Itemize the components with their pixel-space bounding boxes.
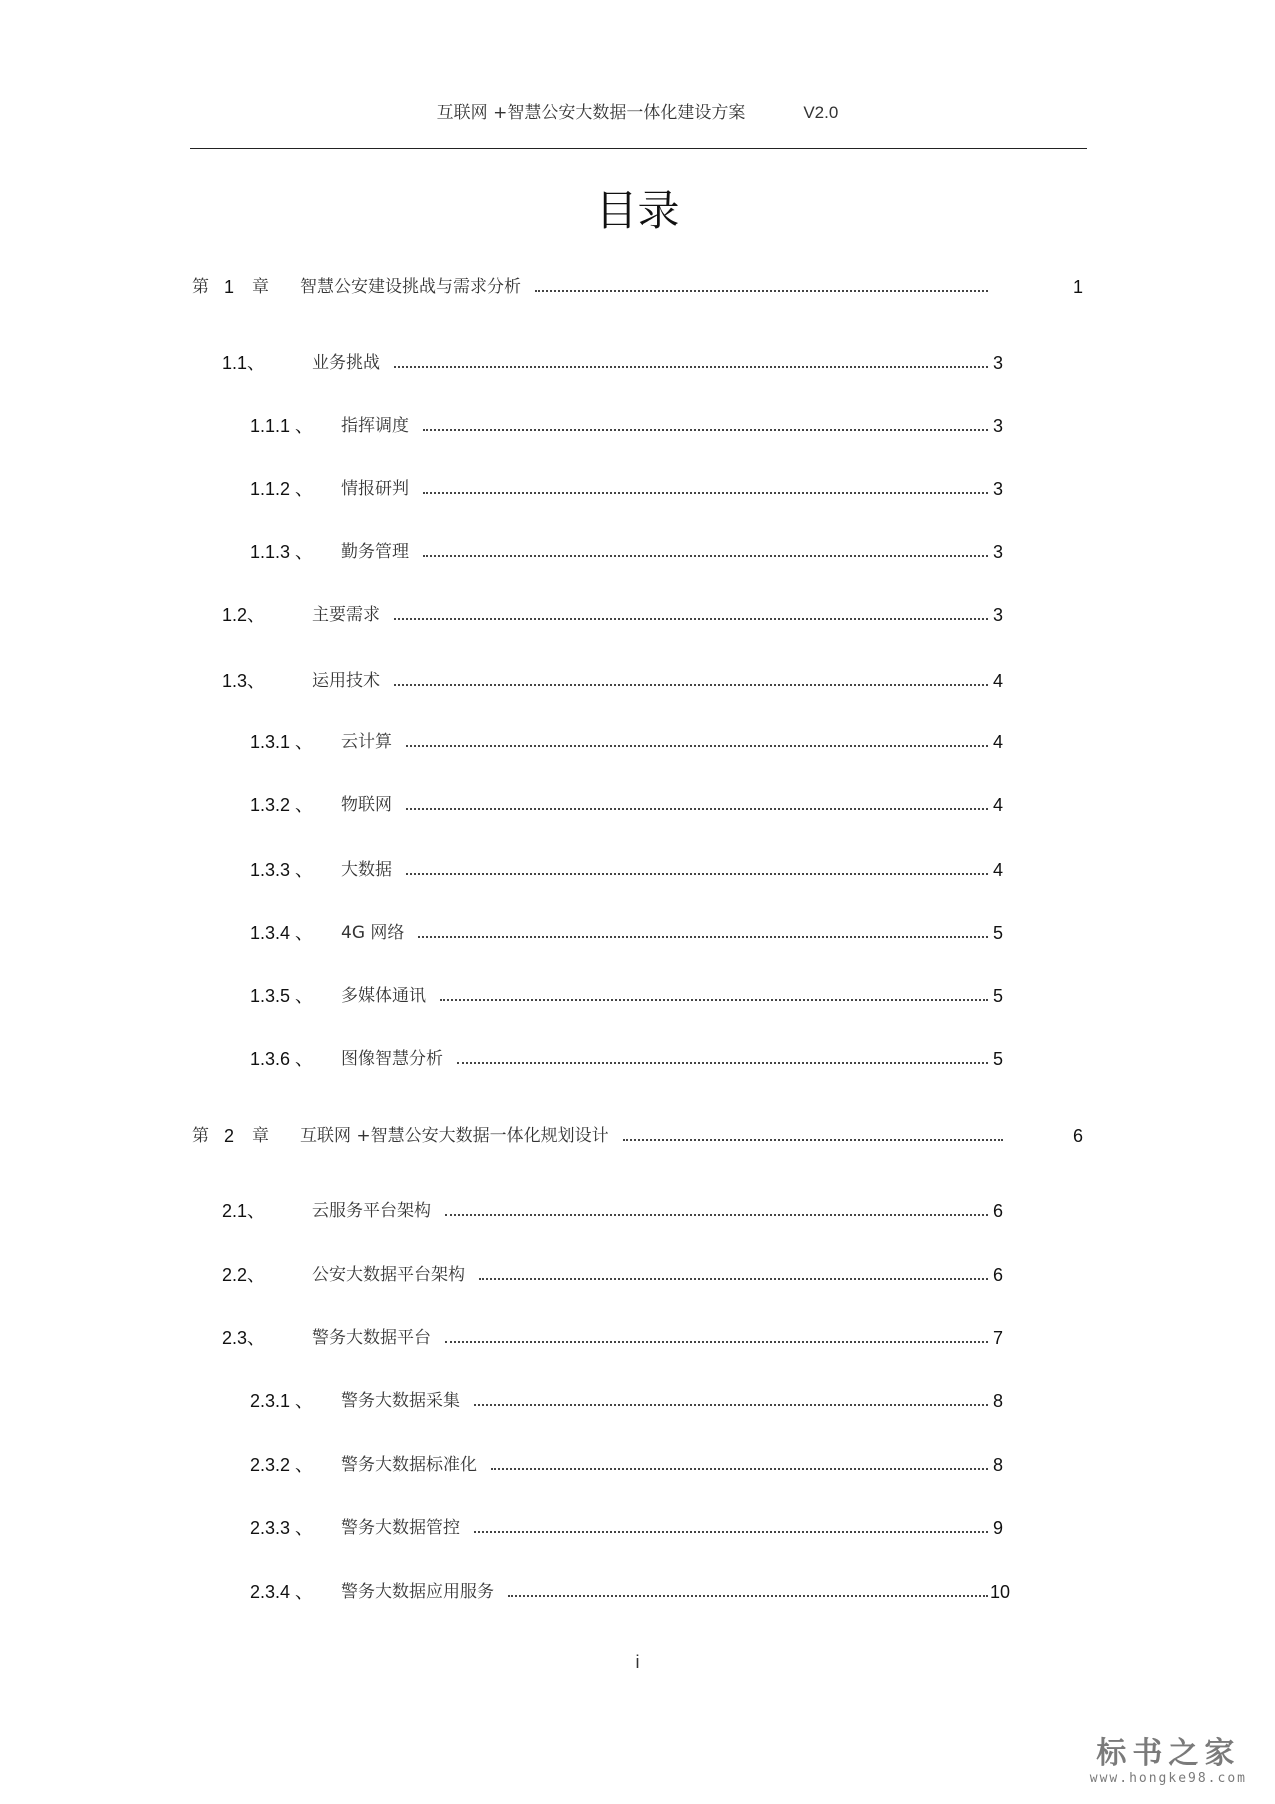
- chapter-number: 2: [224, 1126, 235, 1146]
- subsection-number: 1.3.3 、: [250, 860, 314, 880]
- entry-label: 物联网: [341, 795, 392, 815]
- section-number: 1.3、: [222, 671, 266, 691]
- chapter-prefix: 第: [192, 1126, 209, 1146]
- toc-entry[interactable]: [0, 1515, 1275, 1541]
- entry-page: 4: [993, 671, 1004, 691]
- toc-entry[interactable]: [0, 1579, 1275, 1605]
- subsection-number: 1.3.5 、: [250, 986, 314, 1006]
- subsection-number: 1.3.4 、: [250, 923, 314, 943]
- entry-label: 警务大数据应用服务: [341, 1582, 494, 1602]
- toc-entry[interactable]: [0, 1123, 1275, 1149]
- entry-label: 警务大数据采集: [341, 1391, 460, 1411]
- dot-leader: [479, 1278, 988, 1280]
- entry-page: 6: [993, 1201, 1004, 1221]
- entry-label: 业务挑战: [312, 353, 380, 373]
- dot-leader: [423, 429, 988, 431]
- entry-label: 多媒体通讯: [341, 986, 426, 1006]
- subsection-number: 2.3.4 、: [250, 1582, 314, 1602]
- entry-page: 8: [993, 1391, 1004, 1411]
- header-rule: [190, 148, 1087, 149]
- entry-page: 1: [1073, 277, 1084, 297]
- entry-page: 5: [993, 923, 1004, 943]
- chapter-suffix: 章: [252, 1126, 269, 1146]
- entry-label: 情报研判: [341, 479, 409, 499]
- subsection-number: 2.3.3 、: [250, 1518, 314, 1538]
- dot-leader: [440, 999, 988, 1001]
- toc-title: 目录: [595, 186, 680, 235]
- watermark-brand: 标书之家: [1096, 1736, 1241, 1771]
- section-number: 2.2、: [222, 1265, 266, 1285]
- subsection-number: 2.3.2 、: [250, 1455, 314, 1475]
- entry-label: 主要需求: [312, 605, 380, 625]
- subsection-number: 1.1.3 、: [250, 542, 314, 562]
- entry-page: 4: [993, 732, 1004, 752]
- dot-leader: [423, 492, 988, 494]
- dot-leader: [406, 745, 988, 747]
- toc-entry[interactable]: [0, 274, 1275, 300]
- entry-page: 3: [993, 416, 1004, 436]
- toc-entry[interactable]: [0, 668, 1275, 694]
- entry-label: 大数据: [341, 860, 392, 880]
- dot-leader: [406, 873, 988, 875]
- dot-leader: [535, 290, 988, 292]
- subsection-number: 2.3.1 、: [250, 1391, 314, 1411]
- entry-label: 警务大数据标准化: [341, 1455, 477, 1475]
- entry-page: 9: [993, 1518, 1004, 1538]
- entry-page: 5: [993, 986, 1004, 1006]
- section-number: 2.1、: [222, 1201, 266, 1221]
- entry-label: 互联网 +智慧公安大数据一体化规划设计: [300, 1126, 609, 1146]
- entry-page: 3: [993, 542, 1004, 562]
- toc-entry[interactable]: [0, 1325, 1275, 1351]
- entry-page: 4: [993, 860, 1004, 880]
- chapter-prefix: 第: [192, 277, 209, 297]
- entry-label: 智慧公安建设挑战与需求分析: [300, 277, 521, 297]
- toc-entry[interactable]: [0, 539, 1275, 565]
- entry-label: 勤务管理: [341, 542, 409, 562]
- dot-leader: [394, 618, 988, 620]
- dot-leader: [474, 1531, 988, 1533]
- chapter-number: 1: [224, 277, 235, 297]
- subsection-number: 1.1.1 、: [250, 416, 314, 436]
- header-version: V2.0: [803, 103, 839, 122]
- subsection-number: 1.3.1 、: [250, 732, 314, 752]
- toc-entry[interactable]: [0, 476, 1275, 502]
- toc-entry[interactable]: [0, 792, 1275, 818]
- dot-leader: [394, 684, 988, 686]
- toc-entry[interactable]: [0, 1262, 1275, 1288]
- entry-page: 3: [993, 353, 1004, 373]
- dot-leader: [394, 366, 988, 368]
- entry-page: 4: [993, 795, 1004, 815]
- entry-label: 警务大数据平台: [312, 1328, 431, 1348]
- section-number: 1.1、: [222, 353, 266, 373]
- watermark-url: www.hongke98.com: [1089, 1771, 1247, 1786]
- entry-label: 图像智慧分析: [341, 1049, 443, 1069]
- dot-leader: [445, 1341, 988, 1343]
- entry-page: 8: [993, 1455, 1004, 1475]
- watermark-logo: [1090, 1737, 1247, 1786]
- entry-label: 指挥调度: [341, 416, 409, 436]
- dot-leader: [423, 555, 988, 557]
- chapter-suffix: 章: [252, 277, 269, 297]
- section-number: 2.3、: [222, 1328, 266, 1348]
- header-title: 互联网 +智慧公安大数据一体化建设方案: [436, 103, 746, 123]
- running-header: [0, 98, 1275, 123]
- dot-leader: [474, 1404, 988, 1406]
- dot-leader: [508, 1595, 988, 1597]
- entry-label: 警务大数据管控: [341, 1518, 460, 1538]
- entry-page: 6: [993, 1265, 1004, 1285]
- dot-leader: [406, 808, 988, 810]
- toc-entry[interactable]: [0, 920, 1275, 946]
- entry-page: 6: [1073, 1126, 1084, 1146]
- entry-page: 3: [993, 605, 1004, 625]
- entry-label: 运用技术: [312, 671, 380, 691]
- entry-label: 公安大数据平台架构: [312, 1265, 465, 1285]
- dot-leader: [418, 936, 988, 938]
- toc-entry[interactable]: [0, 1046, 1275, 1072]
- dot-leader: [445, 1214, 988, 1216]
- entry-label: 云计算: [341, 732, 392, 752]
- toc-entry[interactable]: [0, 729, 1275, 755]
- entry-page: 5: [993, 1049, 1004, 1069]
- toc-entry[interactable]: [0, 350, 1275, 376]
- entry-label: 云服务平台架构: [312, 1201, 431, 1221]
- toc-entry[interactable]: [0, 1388, 1275, 1414]
- subsection-number: 1.3.2 、: [250, 795, 314, 815]
- toc-entry[interactable]: [0, 983, 1275, 1009]
- dot-leader: [457, 1062, 988, 1064]
- page-number: i: [635, 1652, 640, 1672]
- entry-page: 7: [993, 1328, 1004, 1348]
- entry-label: 4G 网络: [341, 923, 405, 943]
- dot-leader: [491, 1468, 988, 1470]
- toc-entry[interactable]: [0, 1452, 1275, 1478]
- toc-entry[interactable]: [0, 413, 1275, 439]
- toc-entry[interactable]: [0, 602, 1275, 628]
- section-number: 1.2、: [222, 605, 266, 625]
- toc-entry[interactable]: [0, 857, 1275, 883]
- toc-entry[interactable]: [0, 1198, 1275, 1224]
- subsection-number: 1.3.6 、: [250, 1049, 314, 1069]
- dot-leader: [623, 1139, 1003, 1141]
- entry-page: 3: [993, 479, 1004, 499]
- entry-page: 10: [989, 1582, 1010, 1602]
- subsection-number: 1.1.2 、: [250, 479, 314, 499]
